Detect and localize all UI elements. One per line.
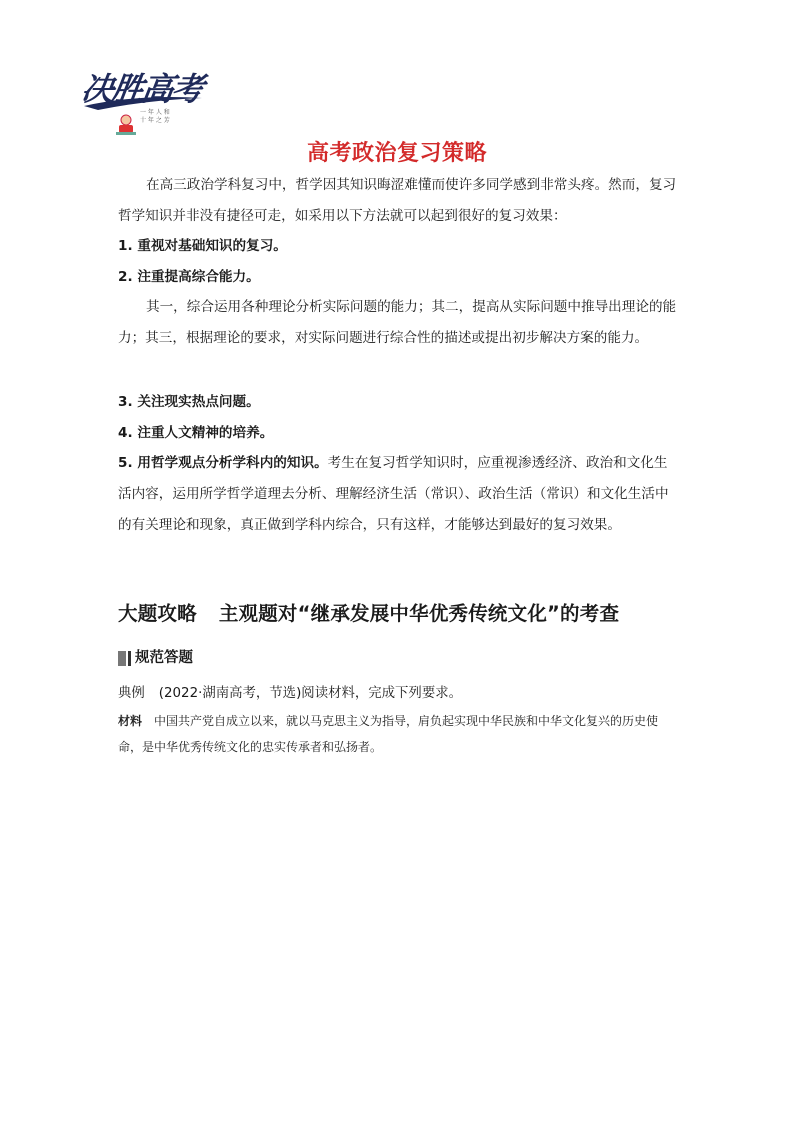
- intro-paragraph: 在高三政治学科复习中，哲学因其知识晦涩难懂而使许多同学感到非常头疼。然而，复习哲学知识并非没有捷径可走，如采用以下方法就可以起到很好的复习效果：: [118, 177, 677, 224]
- logo-subtitle: [140, 109, 210, 125]
- point-2-heading: 2. 注重提高综合能力。: [118, 269, 260, 285]
- point-5-body: 考生在复习哲学知识时，应重视渗透经济、政治和文化生活内容，运用所学哲学道理去分析、理解经济生活（常识）、政治生活（常识）和文化生活中的有关理论和现象，真正做到学科内综合，只有这样，才能够达到最好的复习效果。: [118, 455, 669, 533]
- material-paragraph: [118, 708, 680, 760]
- spec-bar-icon: [118, 651, 126, 666]
- example-text: (2022·湖南高考，节选)阅读材料，完成下列要求。: [158, 686, 462, 701]
- logo-text: 决胜高考: [79, 70, 205, 108]
- point-3-heading: 3. 关注现实热点问题。: [118, 394, 260, 410]
- point-2-body: 其一，综合运用各种理论分析实际问题的能力；其二，提高从实际问题中推导出理论的能力；其三，根据理论的要求，对实际问题进行综合性的描述或提出初步解决方案的能力。: [118, 299, 677, 346]
- logo-sub-line-1: 一 年 人 和: [140, 109, 170, 116]
- page-title: 高考政治复习策略: [306, 141, 487, 166]
- section-title-left: 大题攻略: [118, 602, 197, 625]
- section-title-right: 主观题对“继承发展中华优秀传统文化”的考查: [218, 602, 620, 625]
- example-label: 典例: [118, 686, 145, 701]
- spec-label: 规范答题: [135, 650, 193, 666]
- spec-bar-accent-icon: [128, 651, 131, 666]
- material-label: 材料: [118, 714, 143, 728]
- example-line: [118, 684, 462, 704]
- logo: [78, 62, 208, 142]
- material-text: 中国共产党自成立以来，就以马克思主义为指导，肩负起实现中华民族和中华文化复兴的历史使命，是中华优秀传统文化的忠实传承者和弘扬者。: [118, 714, 659, 754]
- mascot-icon: [114, 114, 138, 136]
- logo-sub-line-2: 十 年 之 芳: [140, 117, 170, 124]
- point-5-heading: 5. 用哲学观点分析学科内的知识。: [118, 455, 328, 471]
- point-5-paragraph: [118, 448, 678, 541]
- point-1-heading: 1. 重视对基础知识的复习。: [118, 238, 287, 254]
- section-title: [118, 598, 619, 626]
- point-4-heading: 4. 注重人文精神的培养。: [118, 425, 274, 441]
